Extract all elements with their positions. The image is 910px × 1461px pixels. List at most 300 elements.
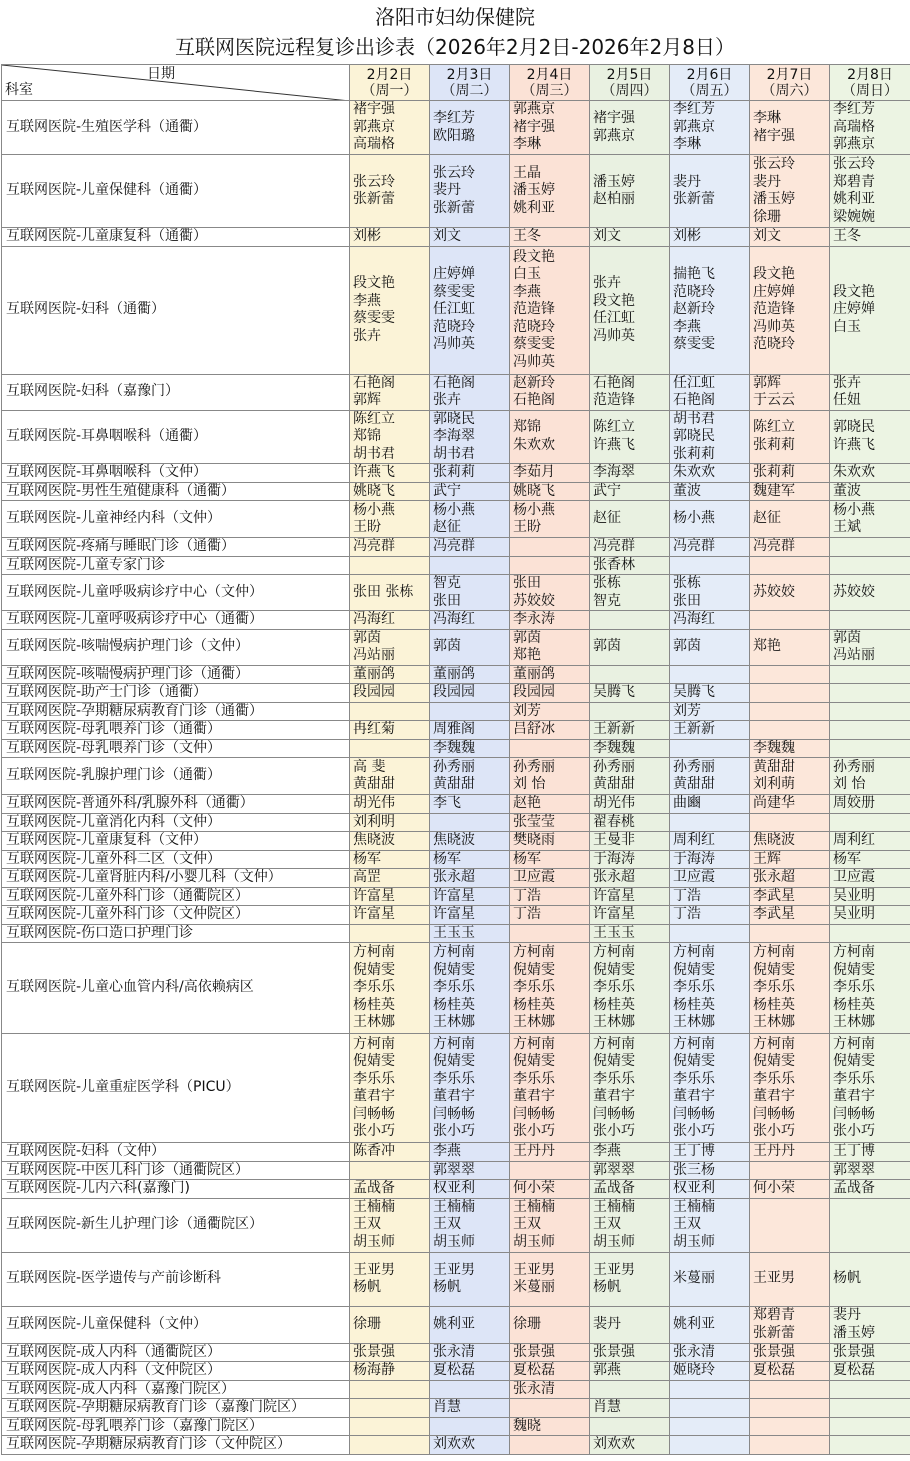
doctor-cell [830, 101, 910, 155]
department-cell: 互联网医院-乳腺护理门诊（通衢） [2, 758, 350, 795]
doctor-name: 李燕 [353, 292, 381, 309]
doctor-name: 李燕 [433, 1143, 461, 1159]
doctor-name: 冯亮群 [593, 538, 635, 554]
doctor-name: 王丁博 [673, 1143, 715, 1159]
doctor-name: 杨桂英 [593, 996, 635, 1013]
doctor-name: 方柯南 [753, 1035, 795, 1052]
doctor-name: 丁浩 [673, 906, 701, 922]
doctor-cell [830, 684, 910, 703]
doctor-cell [670, 482, 750, 501]
doctor-cell [590, 869, 670, 888]
doctor-name: 李乐乐 [673, 979, 715, 996]
doctor-cell [750, 1436, 830, 1455]
doctor-cell [590, 482, 670, 501]
doctor-cell [430, 813, 510, 832]
doctor-cell [510, 1161, 590, 1180]
department-cell: 互联网医院-疼痛与睡眠门诊（通衢） [2, 538, 350, 557]
doctor-name: 许燕飞 [353, 464, 395, 480]
doctor-cell [830, 721, 910, 740]
doctor-name: 倪婧雯 [513, 961, 555, 978]
table-row [2, 850, 910, 869]
doctor-cell [750, 246, 830, 374]
doctor-cell [510, 246, 590, 374]
doctor-cell [350, 1034, 430, 1143]
department-cell: 互联网医院-儿童专家门诊 [2, 556, 350, 575]
doctor-name: 杨小燕 [433, 501, 475, 518]
doctor-name: 范造锋 [513, 301, 555, 318]
doctor-cell [670, 501, 750, 538]
doctor-cell [830, 1306, 910, 1343]
doctor-name: 孙秀丽 [433, 758, 475, 775]
doctor-name: 冯亮群 [673, 538, 715, 554]
doctor-cell [510, 1380, 590, 1399]
doctor-name: 方柯南 [513, 944, 555, 961]
doctor-name: 李琳 [513, 136, 541, 153]
doctor-name: 刘文 [433, 228, 461, 244]
department-cell: 互联网医院-儿童心血管内科/高依赖病区 [2, 943, 350, 1034]
doctor-cell [750, 906, 830, 925]
doctor-name: 王林娜 [433, 1014, 475, 1031]
doctor-name: 刘 怡 [833, 776, 866, 792]
doctor-name: 魏建军 [753, 482, 795, 499]
doctor-name: 于海涛 [673, 850, 715, 867]
corner-cell [2, 65, 350, 101]
doctor-name: 徐珊 [353, 1315, 381, 1332]
doctor-name: 张小巧 [513, 1123, 555, 1139]
doctor-name: 裴丹 [833, 1307, 861, 1323]
doctor-cell [750, 1399, 830, 1418]
doctor-cell [590, 1436, 670, 1455]
doctor-name: 周利红 [673, 832, 715, 848]
doctor-name: 黄甜甜 [353, 776, 395, 792]
doctor-cell [750, 374, 830, 410]
doctor-cell [830, 1143, 910, 1162]
doctor-name: 张卉 [433, 392, 461, 408]
doctor-cell [350, 538, 430, 557]
doctor-name: 张永清 [433, 1343, 475, 1360]
doctor-name: 郑锦 [353, 428, 381, 444]
doctor-cell [350, 832, 430, 851]
table-row [2, 702, 910, 721]
doctor-cell [590, 1306, 670, 1343]
doctor-cell [590, 795, 670, 814]
table-row [2, 246, 910, 374]
doctor-name: 胡光伟 [353, 795, 395, 811]
department-cell: 互联网医院-伤口造口护理门诊 [2, 924, 350, 943]
doctor-name: 李乐乐 [433, 1070, 475, 1087]
doctor-name: 范晓玲 [673, 283, 715, 300]
doctor-cell [430, 665, 510, 684]
doctor-name: 周姣册 [833, 795, 875, 811]
doctor-name: 张卉 [593, 275, 621, 291]
doctor-name: 杨军 [833, 850, 861, 867]
doctor-cell [590, 1143, 670, 1162]
doctor-name: 焦晓波 [433, 832, 475, 848]
doctor-name: 董君宇 [513, 1088, 555, 1104]
doctor-cell [590, 1180, 670, 1199]
doctor-name: 张景强 [753, 1343, 795, 1360]
doctor-cell [750, 1343, 830, 1362]
doctor-name: 褚宇强 [753, 127, 795, 144]
doctor-cell [590, 924, 670, 943]
doctor-name: 李乐乐 [513, 979, 555, 996]
doctor-name: 姚晓飞 [513, 482, 555, 499]
table-row [2, 887, 910, 906]
department-cell: 互联网医院-儿内六科(嘉豫门) [2, 1180, 350, 1199]
doctor-name: 张卉 [353, 327, 381, 344]
header-row [2, 65, 910, 101]
doctor-cell [590, 246, 670, 374]
department-cell: 互联网医院-妇科（通衢） [2, 246, 350, 374]
doctor-name: 张小巧 [353, 1123, 395, 1139]
doctor-name: 朱欢欢 [673, 464, 715, 480]
doctor-name: 王玉玉 [433, 924, 475, 941]
doctor-cell [750, 1034, 830, 1143]
doctor-name: 姚利亚 [513, 199, 555, 216]
doctor-name: 赵征 [593, 510, 621, 527]
doctor-cell [350, 1436, 430, 1455]
doctor-cell [830, 795, 910, 814]
doctor-cell [510, 538, 590, 557]
doctor-name: 姚利亚 [833, 191, 875, 207]
doctor-name: 吴腾飞 [673, 684, 715, 700]
doctor-name: 李乐乐 [593, 1070, 635, 1087]
doctor-cell [430, 155, 510, 228]
doctor-name: 郭翠翠 [593, 1161, 635, 1178]
doctor-name: 赵新玲 [673, 301, 715, 318]
doctor-name: 张栋 [593, 575, 621, 591]
doctor-name: 张田 张栋 [353, 583, 414, 600]
doctor-name: 李海翠 [593, 464, 635, 480]
doctor-name: 高瑞格 [833, 118, 875, 135]
doctor-cell [430, 795, 510, 814]
doctor-cell [830, 1399, 910, 1418]
doctor-cell [430, 1034, 510, 1143]
corner-date-label: 日期 [147, 66, 175, 82]
doctor-name: 郭茵 [513, 629, 541, 646]
doctor-cell [830, 924, 910, 943]
doctor-name: 李乐乐 [353, 979, 395, 996]
table-row [2, 1362, 910, 1381]
doctor-name: 米蔓丽 [513, 1279, 555, 1295]
doctor-cell [590, 556, 670, 575]
doctor-name: 王楠楠 [673, 1198, 715, 1215]
doctor-name: 刘彬 [673, 228, 701, 244]
doctor-cell [750, 501, 830, 538]
doctor-cell [430, 1306, 510, 1343]
doctor-name: 张莉莉 [673, 445, 715, 462]
department-cell: 互联网医院-孕期糖尿病教育门诊（通衢） [2, 702, 350, 721]
department-cell: 互联网医院-新生儿护理门诊（通衢院区） [2, 1198, 350, 1252]
table-row [2, 101, 910, 155]
day-date: 2月3日 [446, 66, 493, 83]
doctor-cell [350, 924, 430, 943]
department-cell: 互联网医院-医学遗传与产前诊断科 [2, 1252, 350, 1306]
doctor-name: 方柯南 [833, 1035, 875, 1052]
doctor-cell [510, 813, 590, 832]
doctor-cell [830, 482, 910, 501]
doctor-name: 胡玉师 [433, 1233, 475, 1250]
doctor-name: 裴丹 [433, 182, 461, 199]
doctor-cell [430, 702, 510, 721]
doctor-cell [590, 575, 670, 611]
doctor-name: 张香林 [593, 556, 635, 573]
doctor-name: 许富星 [353, 906, 395, 922]
doctor-name: 杨小燕 [353, 501, 395, 518]
doctor-cell [670, 1252, 750, 1306]
doctor-cell [830, 246, 910, 374]
doctor-name: 段文艳 [833, 283, 875, 300]
doctor-cell [430, 538, 510, 557]
table-row [2, 813, 910, 832]
doctor-name: 刘文 [753, 228, 781, 244]
doctor-name: 樊晓雨 [513, 832, 555, 848]
doctor-name: 庄婷婵 [753, 283, 795, 300]
doctor-cell [830, 850, 910, 869]
doctor-name: 何小荣 [513, 1180, 555, 1196]
doctor-cell [670, 1417, 750, 1436]
doctor-name: 夏松磊 [753, 1362, 795, 1378]
doctor-name: 张永超 [753, 869, 795, 885]
table-row [2, 501, 910, 538]
doctor-cell [830, 575, 910, 611]
doctor-name: 许富星 [593, 887, 635, 904]
doctor-name: 赵征 [753, 510, 781, 527]
doctor-cell [350, 869, 430, 888]
doctor-name: 吕舒冰 [513, 721, 555, 737]
doctor-name: 肖慧 [433, 1399, 461, 1415]
doctor-name: 胡书君 [673, 410, 715, 427]
doctor-cell [350, 721, 430, 740]
department-cell: 互联网医院-孕期糖尿病教育门诊（文仲院区） [2, 1436, 350, 1455]
doctor-cell [670, 1180, 750, 1199]
doctor-cell [510, 575, 590, 611]
doctor-cell [510, 482, 590, 501]
doctor-name: 王亚男 [433, 1261, 475, 1278]
doctor-name: 欧阳璐 [433, 127, 475, 144]
doctor-name: 焦晓波 [353, 832, 395, 848]
doctor-cell [830, 665, 910, 684]
doctor-name: 张田 [673, 592, 701, 609]
doctor-name: 倪婧雯 [593, 961, 635, 978]
doctor-cell [590, 813, 670, 832]
doctor-name: 李燕 [593, 1143, 621, 1159]
doctor-cell [510, 464, 590, 483]
doctor-cell [590, 1399, 670, 1418]
doctor-name: 许富星 [433, 887, 475, 904]
doctor-name: 张莉莉 [753, 464, 795, 480]
doctor-name: 张永超 [433, 869, 475, 885]
doctor-name: 刘彬 [353, 228, 381, 244]
doctor-cell [350, 228, 430, 247]
doctor-name: 许富星 [593, 906, 635, 922]
doctor-cell [350, 813, 430, 832]
doctor-name: 李乐乐 [753, 1070, 795, 1087]
doctor-cell [830, 155, 910, 228]
doctor-cell [830, 702, 910, 721]
doctor-name: 王林娜 [753, 1014, 795, 1031]
doctor-name: 王楠楠 [513, 1198, 555, 1215]
doctor-cell [590, 1380, 670, 1399]
doctor-name: 蔡雯雯 [513, 336, 555, 353]
doctor-cell [510, 1343, 590, 1362]
doctor-cell [590, 906, 670, 925]
doctor-cell [750, 758, 830, 795]
doctor-name: 董丽鸽 [513, 665, 555, 682]
doctor-cell [350, 758, 430, 795]
department-cell: 互联网医院-成人内科（通衢院区） [2, 1343, 350, 1362]
doctor-name: 胡玉师 [513, 1233, 555, 1250]
doctor-cell [750, 410, 830, 464]
doctor-cell [510, 1362, 590, 1381]
doctor-cell [830, 464, 910, 483]
doctor-name: 杨桂英 [833, 996, 875, 1013]
doctor-name: 孙秀丽 [593, 758, 635, 775]
doctor-name: 赵新玲 [513, 374, 555, 391]
doctor-name: 庄婷婵 [833, 301, 875, 318]
doctor-cell [830, 501, 910, 538]
doctor-cell [750, 739, 830, 758]
doctor-name: 张莹莹 [513, 813, 555, 830]
doctor-cell [830, 887, 910, 906]
doctor-cell [670, 410, 750, 464]
doctor-name: 冯亮群 [433, 538, 475, 554]
doctor-name: 李乐乐 [513, 1070, 555, 1087]
doctor-name: 杨小燕 [833, 501, 875, 518]
day-weekday: （周六） [761, 82, 818, 99]
doctor-cell [830, 374, 910, 410]
doctor-name: 王丹丹 [513, 1143, 555, 1159]
doctor-name: 冯帅英 [753, 318, 795, 335]
doctor-cell [830, 1362, 910, 1381]
doctor-cell [510, 611, 590, 630]
doctor-name: 于海涛 [593, 850, 635, 867]
doctor-name: 许富星 [353, 887, 395, 904]
doctor-name: 刘文 [593, 228, 621, 244]
doctor-name: 李乐乐 [433, 979, 475, 996]
department-cell: 互联网医院-儿童肾脏内科/小婴儿科（文仲） [2, 869, 350, 888]
doctor-cell [590, 501, 670, 538]
doctor-cell [510, 1180, 590, 1199]
doctor-name: 倪婧雯 [753, 1053, 795, 1069]
doctor-cell [590, 832, 670, 851]
doctor-name: 郭茵 [673, 638, 701, 655]
doctor-name: 任妞 [833, 392, 861, 408]
doctor-cell [430, 906, 510, 925]
doctor-cell [670, 1362, 750, 1381]
doctor-name: 郭茵 [593, 638, 621, 655]
doctor-name: 翟春桃 [593, 813, 635, 830]
table-row [2, 464, 910, 483]
department-cell: 互联网医院-咳喘慢病护理门诊（通衢） [2, 665, 350, 684]
doctor-cell [590, 611, 670, 630]
doctor-name: 倪婧雯 [673, 1053, 715, 1069]
doctor-name: 于云云 [753, 392, 795, 408]
doctor-cell [510, 1306, 590, 1343]
doctor-cell [670, 702, 750, 721]
department-cell: 互联网医院-成人内科（文仲院区） [2, 1362, 350, 1381]
doctor-name: 智克 [593, 592, 621, 609]
doctor-cell [670, 850, 750, 869]
doctor-cell [830, 943, 910, 1034]
doctor-name: 黄甜甜 [673, 776, 715, 792]
doctor-cell [670, 813, 750, 832]
doctor-name: 闫畅畅 [593, 1105, 635, 1122]
doctor-name: 王曼非 [593, 832, 635, 848]
doctor-name: 庄婷婵 [433, 266, 475, 283]
table-row [2, 410, 910, 464]
doctor-cell [350, 464, 430, 483]
doctor-name: 曲豳 [673, 795, 701, 811]
doctor-cell [670, 1380, 750, 1399]
doctor-cell [590, 1417, 670, 1436]
doctor-cell [670, 1343, 750, 1362]
doctor-name: 王晶 [513, 164, 541, 181]
doctor-name: 张永清 [673, 1343, 715, 1360]
doctor-name: 王双 [513, 1216, 541, 1233]
doctor-name: 董君宇 [673, 1088, 715, 1104]
doctor-name: 张云玲 [833, 156, 875, 172]
day-header [350, 65, 430, 101]
doctor-cell [430, 410, 510, 464]
doctor-name: 孙秀丽 [673, 758, 715, 775]
doctor-cell [510, 795, 590, 814]
table-row [2, 1306, 910, 1343]
doctor-name: 陈红立 [593, 419, 635, 436]
table-row [2, 684, 910, 703]
doctor-cell [430, 1343, 510, 1362]
doctor-name: 闫畅畅 [513, 1105, 555, 1122]
doctor-name: 范晓玲 [433, 318, 475, 335]
doctor-cell [830, 758, 910, 795]
doctor-cell [350, 665, 430, 684]
doctor-name: 王林娜 [833, 1014, 875, 1031]
doctor-name: 苏姣姣 [833, 583, 875, 600]
doctor-cell [510, 869, 590, 888]
day-date: 2月7日 [766, 66, 813, 83]
doctor-cell [750, 684, 830, 703]
doctor-name: 石艳阁 [513, 392, 555, 408]
doctor-name: 张景强 [353, 1343, 395, 1360]
doctor-name: 卫应霞 [833, 869, 875, 885]
doctor-name: 王斌 [833, 519, 861, 535]
doctor-name: 陈红立 [753, 419, 795, 436]
doctor-cell [350, 1252, 430, 1306]
doctor-name: 杨桂英 [673, 996, 715, 1013]
doctor-cell [350, 702, 430, 721]
doctor-name: 李茹月 [513, 464, 555, 480]
doctor-cell [750, 155, 830, 228]
doctor-name: 冯帅英 [513, 353, 555, 370]
doctor-name: 陈香冲 [353, 1143, 395, 1159]
doctor-name: 尚建华 [753, 795, 795, 811]
doctor-name: 方柯南 [433, 944, 475, 961]
doctor-cell [510, 943, 590, 1034]
doctor-name: 刘利萌 [753, 776, 795, 792]
doctor-name: 冯帅英 [433, 336, 475, 353]
doctor-cell [430, 556, 510, 575]
doctor-name: 高 斐 [353, 758, 386, 775]
doctor-cell [350, 155, 430, 228]
doctor-cell [670, 739, 750, 758]
doctor-name: 方柯南 [513, 1035, 555, 1052]
doctor-name: 胡玉师 [673, 1233, 715, 1250]
doctor-name: 潘玉婷 [593, 173, 635, 190]
doctor-name: 任江虹 [673, 374, 715, 391]
corner-diagonal [2, 65, 350, 101]
doctor-cell [830, 1034, 910, 1143]
table-row [2, 629, 910, 665]
